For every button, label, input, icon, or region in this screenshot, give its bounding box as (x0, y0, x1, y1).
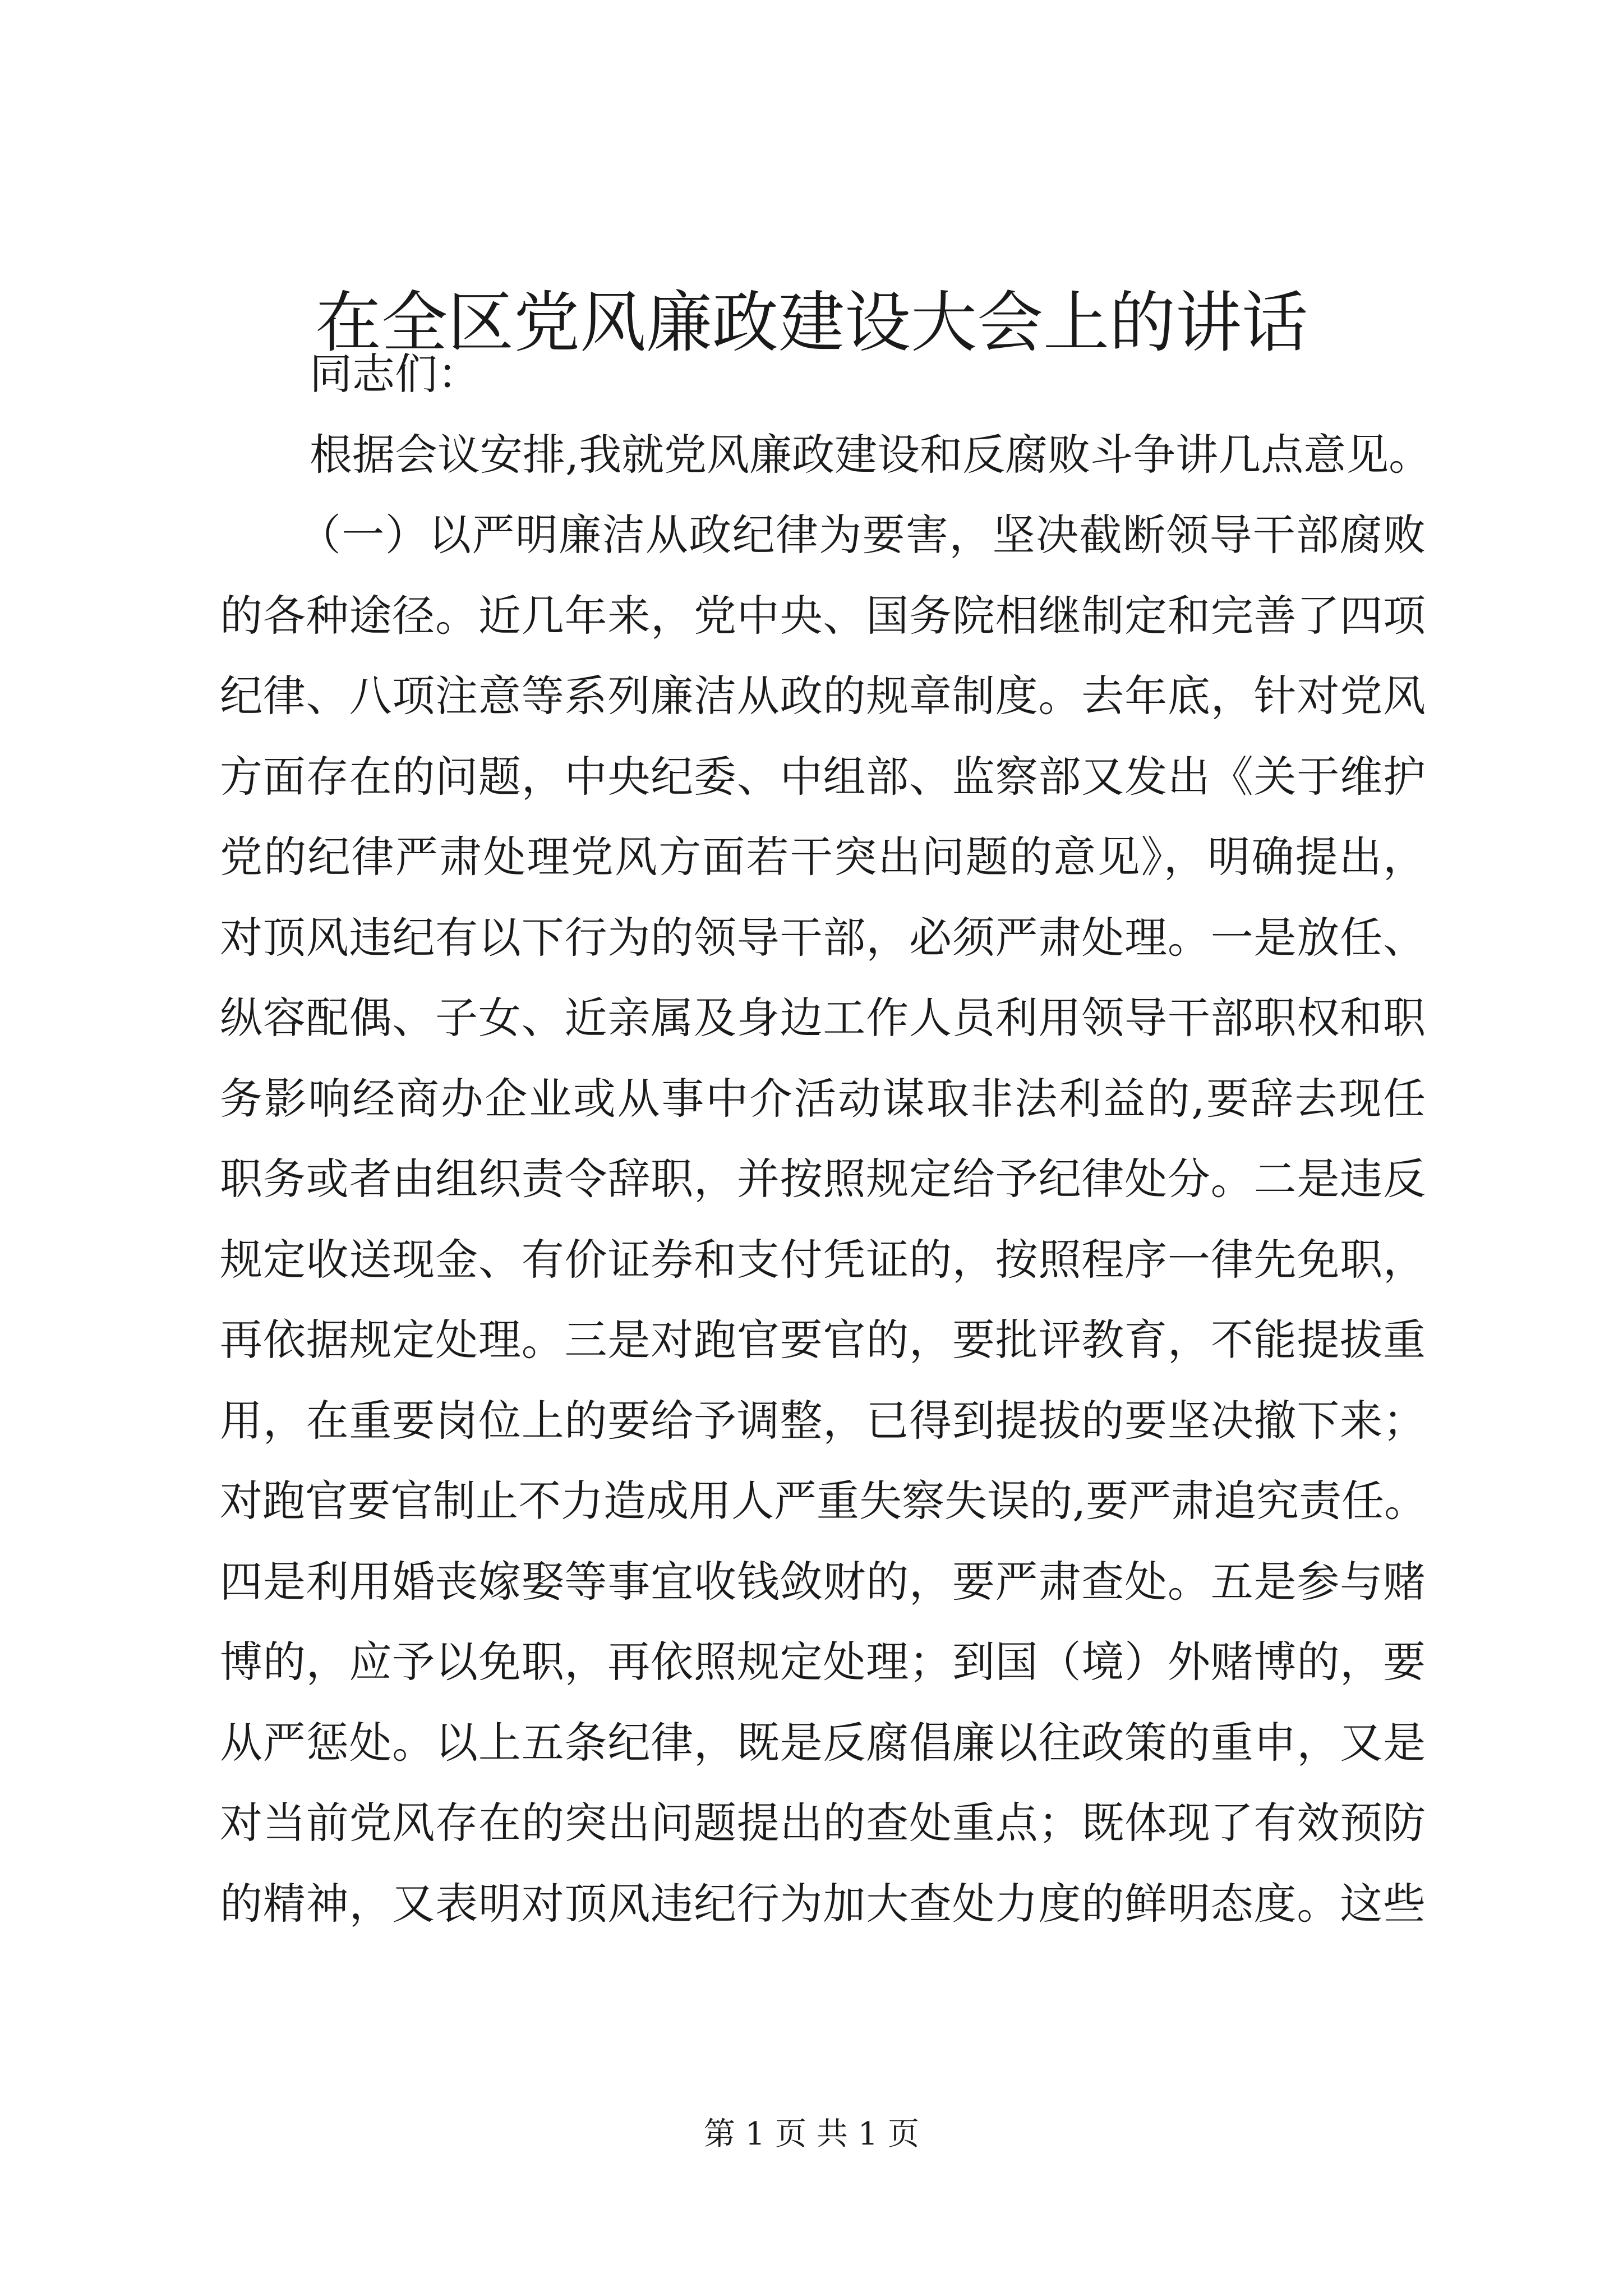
paragraph-line: 党的纪律严肃处理党风方面若干突出问题的意见》，明确提出， (220, 832, 1426, 882)
paragraph-line: 博的，应予以免职，再依照规定处理；到国（境）外赌博的，要 (220, 1637, 1426, 1687)
paragraph-line: 四是利用婚丧嫁娶等事宜收钱敛财的，要严肃查处。五是参与赌 (220, 1556, 1426, 1607)
paragraph-line: 从严惩处。以上五条纪律，既是反腐倡廉以往政策的重申，又是 (220, 1717, 1426, 1768)
paragraph-line: 规定收送现金、有价证券和支付凭证的，按照程序一律先免职， (220, 1234, 1426, 1285)
paragraph-line: 的各种途径。近几年来，党中央、国务院相继制定和完善了四项 (220, 590, 1426, 641)
paragraph-line: 职务或者由组织责令辞职，并按照规定给予纪律处分。二是违反 (220, 1154, 1426, 1204)
salutation: 同志们： (310, 349, 480, 399)
document-title: 在全区党风廉政建设大会上的讲话 (315, 284, 1308, 361)
paragraph-line: 对跑官要官制止不力造成用人严重失察失误的,要严肃追究责任。 (220, 1476, 1427, 1526)
paragraph-line: 对顶风违纪有以下行为的领导干部，必须严肃处理。一是放任、 (220, 912, 1426, 963)
paragraph-line: 纪律、八项注意等系列廉洁从政的规章制度。去年底，针对党风 (220, 671, 1426, 721)
page-number-footer: 第 1 页 共 1 页 (703, 2116, 920, 2152)
paragraph-line: 用，在重要岗位上的要给予调整，已得到提拔的要坚决撤下来； (220, 1395, 1426, 1446)
paragraph-line: 纵容配偶、子女、近亲属及身边工作人员利用领导干部职权和职 (220, 993, 1426, 1043)
paragraph-line: 方面存在的问题，中央纪委、中组部、监察部又发出《关于维护 (220, 751, 1426, 802)
paragraph-line: 对当前党风存在的突出问题提出的查处重点；既体现了有效预防 (220, 1798, 1426, 1848)
intro-paragraph: 根据会议安排,我就党风廉政建设和反腐败斗争讲几点意见。 (310, 429, 1432, 480)
paragraph-line: 的精神，又表明对顶风违纪行为加大查处力度的鲜明态度。这些 (220, 1878, 1426, 1929)
paragraph-line: 务影响经商办企业或从事中介活动谋取非法利益的,要辞去现任 (220, 1073, 1426, 1124)
paragraph-line: 再依据规定处理。三是对跑官要官的，要批评教育，不能提拔重 (220, 1315, 1426, 1365)
document-body (220, 334, 1432, 1944)
paragraph-line: （一）以严明廉洁从政纪律为要害，坚决截断领导干部腐败 (298, 510, 1426, 560)
